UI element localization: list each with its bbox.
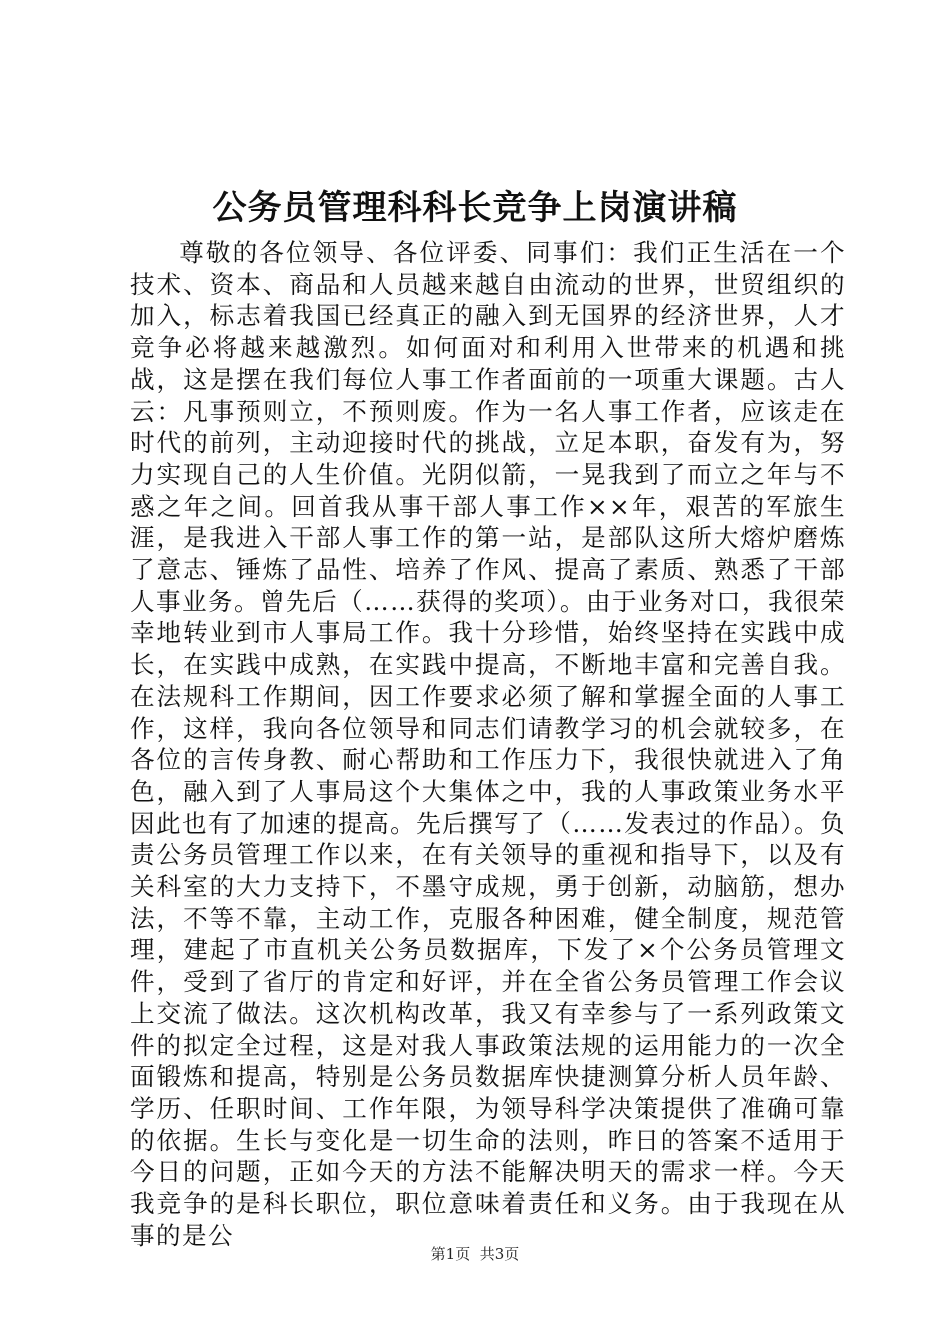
page-number: 第1页 (430, 1245, 471, 1263)
page-footer (0, 1244, 950, 1264)
body-paragraph: 尊敬的各位领导、各位评委、同事们：我们正生活在一个技术、资本、商品和人员越来越自由流动的世界，世贸组织的加入，标志着我国已经真正的融入到无国界的经济世界，人才竞争必将越来越激烈。如何面对和利用入世带来的机遇和挑战，这是摆在我们每位人事工作者面前的一项重大课题。古人云：凡事预则立，不预则废。作为一名人事工作者，应该走在时代的前列，主动迎接时代的挑战，立足本职，奋发有为，努力实现自己的人生价值。光阴似箭，一晃我到了而立之年与不惑之年之间。回首我从事干部人事工作××年，艰苦的军旅生涯，是我进入干部人事工作的第一站，是部队这所大熔炉磨炼了意志、锤炼了品性、培养了作风、提高了素质、熟悉了干部人事业务。曾先后（……获得的奖项）。由于业务对口，我很荣幸地转业到市人事局工作。我十分珍惜，始终坚持在实践中成长，在实践中成熟，在实践中提高，不断地丰富和完善自我。在法规科工作期间，因工作要求必须了解和掌握全面的人事工作，这样，我向各位领导和同志们请教学习的机会就较多，在各位的言传身教、耐心帮助和工作压力下，我很快就进入了角色，融入到了人事局这个大集体之中，我的人事政策业务水平因此也有了加速的提高。先后撰写了（……发表过的作品）。负责公务员管理工作以来，在有关领导的重视和指导下，以及有关科室的大力支持下，不墨守成规，勇于创新，动脑筋，想办法，不等不靠，主动工作，克服各种困难，健全制度，规范管理，建起了市直机关公务员数据库，下发了×个公务员管理文件，受到了省厅的肯定和好评，并在全省公务员管理工作会议上交流了做法。这次机构改革，我又有幸参与了一系列政策文件的拟定全过程，这是对我人事政策法规的运用能力的一次全面锻炼和提高，特别是公务员数据库快捷测算分析人员年龄、学历、任职时间、工作年限，为领导科学决策提供了准确可靠的依据。生长与变化是一切生命的法则，昨日的答案不适用于今日的问题，正如今天的方法不能解决明天的需求一样。今天我竞争的是科长职位，职位意味着责任和义务。由于我现在从事的是公 (130, 238, 846, 1250)
page-total: 共3页 (479, 1245, 520, 1263)
footer-spacer (470, 1245, 480, 1263)
document-title: 公务员管理科科长竞争上岗演讲稿 (212, 188, 738, 228)
